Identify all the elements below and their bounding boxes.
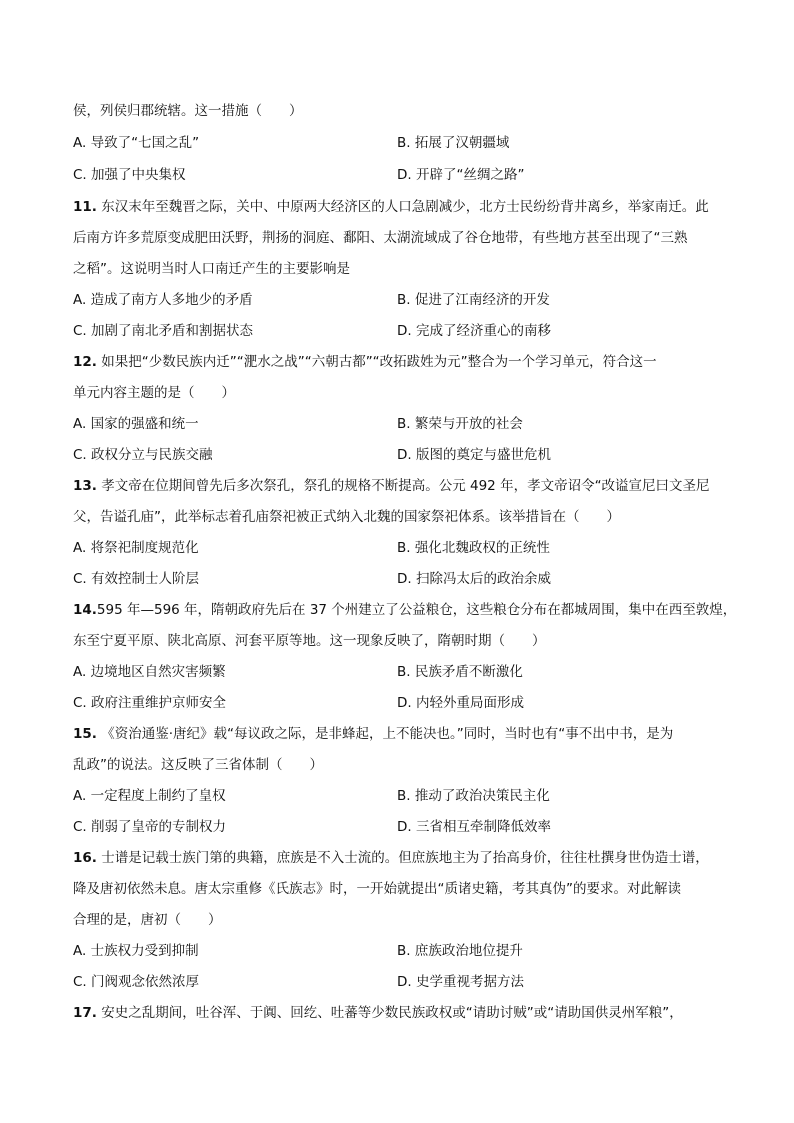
- question-15-option-c: C. 削弱了皇帝的专制权力: [73, 819, 227, 835]
- question-15-option-a: A. 一定程度上制约了皇权: [73, 788, 226, 804]
- question-text: 如果把“少数民族内迁”“淝水之战”“六朝古都”“改拓跋姓为元”整合为一个学习单元，符合这一: [101, 354, 657, 370]
- question-14-line-1: [73, 600, 737, 620]
- question-number: 17.: [73, 1005, 97, 1021]
- question-number: 13.: [73, 478, 97, 494]
- question-11-option-d: D. 完成了经济重心的南移: [397, 323, 551, 339]
- question-text: 东汉末年至魏晋之际，关中、中原两大经济区的人口急剧减少，北方士民纷纷背井离乡，举家南迁。此: [101, 199, 709, 215]
- question-text: 安史之乱期间，吐谷浑、于阗、回纥、吐蕃等少数民族政权或“请助讨贼”或“请助国供灵州军粮”，: [101, 1005, 683, 1021]
- question-11-option-b: B. 促进了江南经济的开发: [397, 292, 550, 308]
- question-13-option-a: A. 将祭祀制度规范化: [73, 540, 199, 556]
- question-16-option-a: A. 士族权力受到抑制: [73, 943, 199, 959]
- question-number: 16.: [73, 850, 97, 866]
- question-17-line-1: [73, 1003, 723, 1023]
- question-13-option-d: D. 扫除冯太后的政治余威: [397, 571, 551, 587]
- question-11-line-1: [73, 197, 723, 217]
- question-15-option-d: D. 三省相互牵制降低效率: [397, 819, 551, 835]
- question-12-line-2: 单元内容主题的是（ ）: [73, 385, 235, 401]
- question-15-line-1: [73, 724, 723, 744]
- question-11-option-a: A. 造成了南方人多地少的矛盾: [73, 292, 253, 308]
- question-13-line-1: [73, 476, 723, 496]
- question-12-line-1: [73, 352, 723, 372]
- question-16-option-d: D. 史学重视考据方法: [397, 974, 524, 990]
- question-number: 11.: [73, 199, 97, 215]
- question-12-option-b: B. 繁荣与开放的社会: [397, 416, 523, 432]
- question-13-option-c: C. 有效控制士人阶层: [73, 571, 200, 587]
- question-14-option-a: A. 边境地区自然灾害频繁: [73, 664, 226, 680]
- question-11-line-2: 后南方许多荒原变成肥田沃野，荆扬的洞庭、鄱阳、太湖流域成了谷仓地带，有些地方甚至出现了“三熟: [73, 230, 688, 246]
- intro-option-d: D. 开辟了“丝绸之路”: [397, 167, 525, 183]
- intro-option-b: B. 拓展了汉朝疆域: [397, 135, 510, 151]
- question-text: 《资治通鉴·唐纪》载“每议政之际，是非蜂起，上不能决也。”同时，当时也有“事不出中书，是为: [101, 726, 674, 742]
- question-16-line-2: 降及唐初依然未息。唐太宗重修《氏族志》时，一开始就提出“质诸史籍，考其真伪”的要求。对此解读: [73, 881, 681, 897]
- question-number: 12.: [73, 354, 97, 370]
- intro-option-c: C. 加强了中央集权: [73, 167, 186, 183]
- question-11-line-3: 之稻”。这说明当时人口南迁产生的主要影响是: [73, 261, 350, 277]
- question-13-line-2: 父，告谥孔庙”，此举标志着孔庙祭祀被正式纳入北魏的国家祭祀体系。该举措旨在（ ）: [73, 509, 620, 525]
- question-14-option-d: D. 内轻外重局面形成: [397, 695, 524, 711]
- question-text: 士谱是记载士族门第的典籍，庶族是不入士流的。但庶族地主为了抬高身价，往往杜撰身世伪造士谱，: [101, 850, 709, 866]
- question-11-option-c: C. 加剧了南北矛盾和割据状态: [73, 323, 254, 339]
- question-14-option-b: B. 民族矛盾不断激化: [397, 664, 523, 680]
- question-13-option-b: B. 强化北魏政权的正统性: [397, 540, 550, 556]
- question-15-line-2: 乱政”的说法。这反映了三省体制（ ）: [73, 757, 323, 773]
- question-16-option-c: C. 门阀观念依然浓厚: [73, 974, 200, 990]
- question-15-option-b: B. 推动了政治决策民主化: [397, 788, 550, 804]
- intro-text: 侯，列侯归郡统辖。这一措施（ ）: [73, 103, 303, 119]
- question-number: 14.: [73, 602, 97, 618]
- question-number: 15.: [73, 726, 97, 742]
- question-14-option-c: C. 政府注重维护京师安全: [73, 695, 227, 711]
- question-text: 孝文帝在位期间曾先后多次祭孔，祭孔的规格不断提高。公元 492 年，孝文帝诏令“改谥宣尼曰文圣尼: [101, 478, 710, 494]
- question-16-line-1: [73, 848, 723, 868]
- question-16-line-3: 合理的是，唐初（ ）: [73, 912, 222, 928]
- question-12-option-d: D. 版图的奠定与盛世危机: [397, 447, 551, 463]
- question-12-option-a: A. 国家的强盛和统一: [73, 416, 199, 432]
- question-12-option-c: C. 政权分立与民族交融: [73, 447, 213, 463]
- question-text: 595 年—596 年，隋朝政府先后在 37 个州建立了公益粮仓，这些粮仓分布在都城周围，集中在西至敦煌，: [96, 602, 737, 618]
- question-14-line-2: 东至宁夏平原、陕北高原、河套平原等地。这一现象反映了，隋朝时期（ ）: [73, 633, 546, 649]
- intro-option-a: A. 导致了“七国之乱”: [73, 135, 200, 151]
- question-16-option-b: B. 庶族政治地位提升: [397, 943, 523, 959]
